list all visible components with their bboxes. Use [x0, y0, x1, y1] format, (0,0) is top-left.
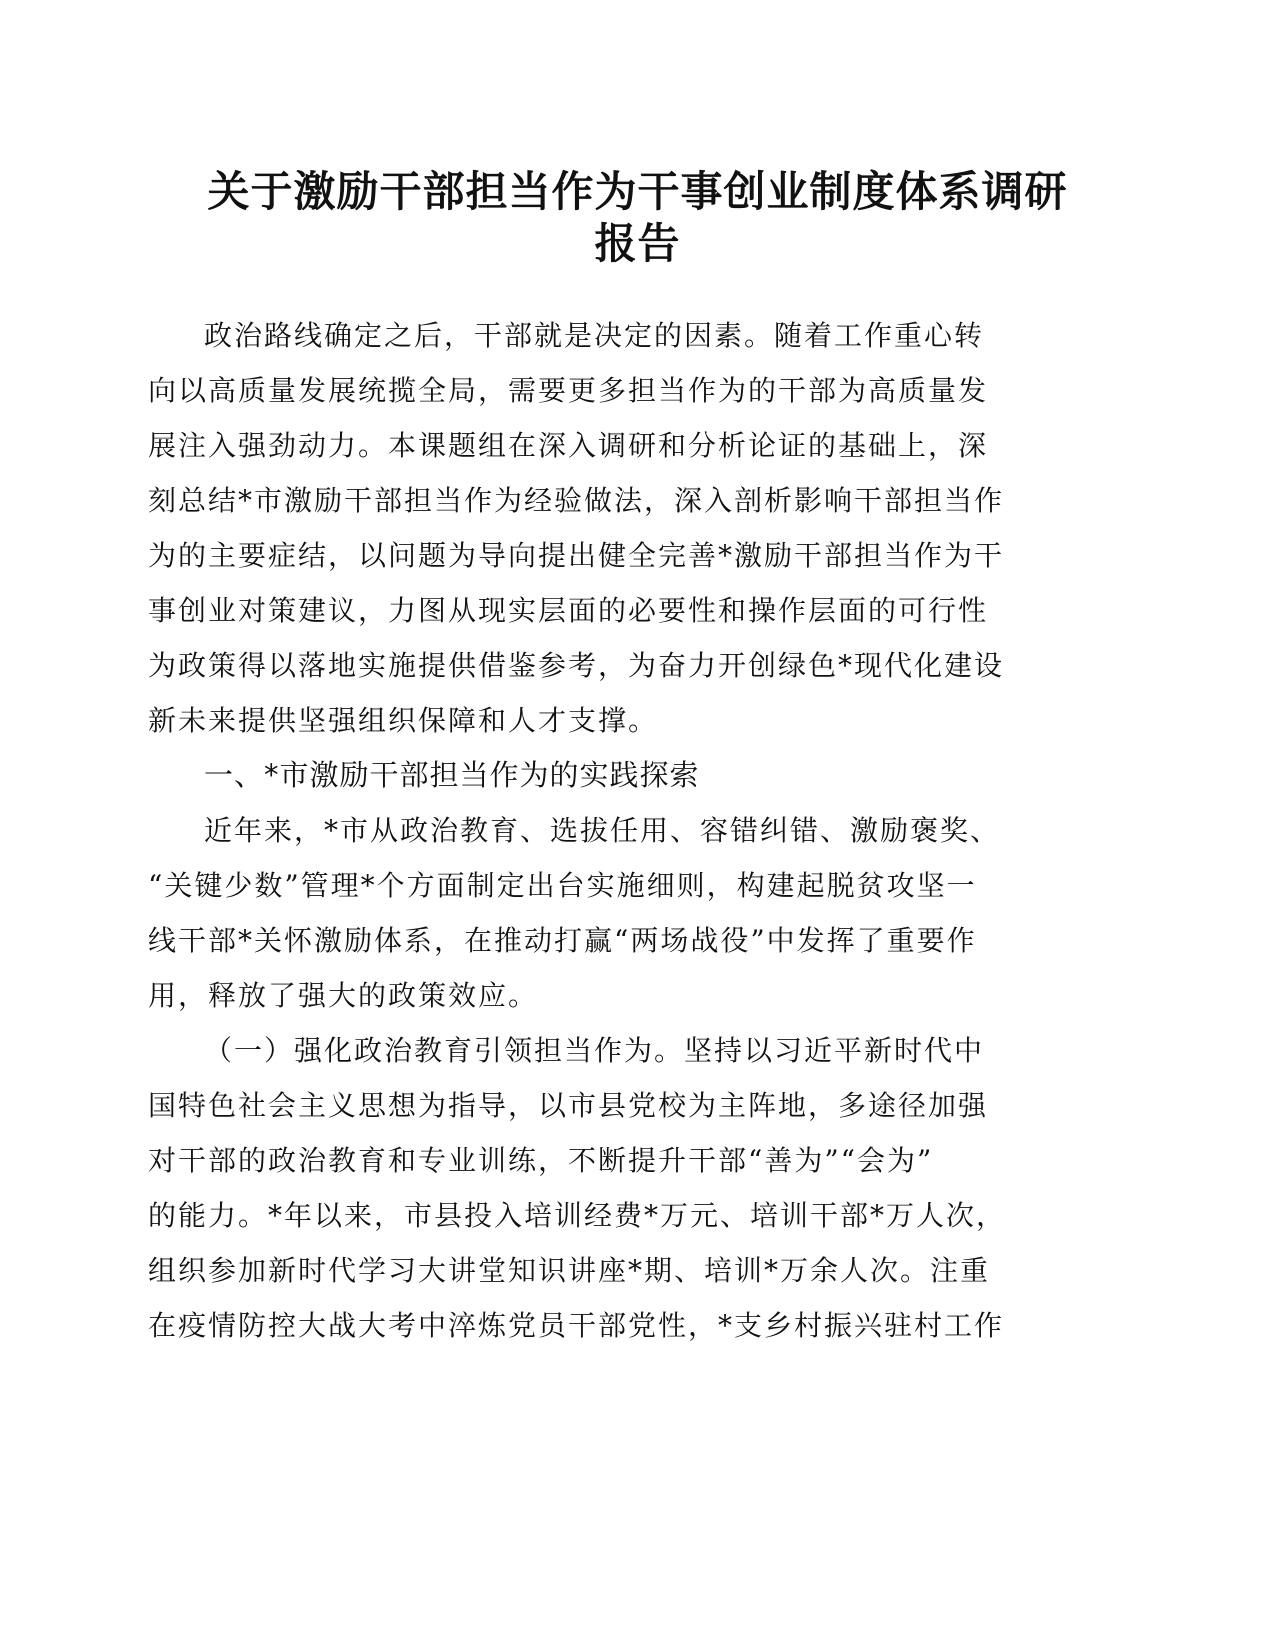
text-line: 新未来提供坚强组织保障和人才支撑。 — [148, 704, 659, 737]
text-line: 向以高质量发展统揽全局，需要更多担当作为的干部为高质量发 — [148, 374, 989, 407]
text-line: 为的主要症结，以问题为导向提出健全完善*激励干部担当作为干 — [148, 539, 1005, 572]
text-line: 用，释放了强大的政策效应。 — [148, 979, 539, 1012]
subsection1-paragraph — [148, 1023, 1048, 1353]
text-line: 在疫情防控大战大考中淬炼党员干部党性，*支乡村振兴驻村工作 — [148, 1309, 1005, 1342]
text-line: 的能力。*年以来，市县投入培训经费*万元、培训干部*万人次， — [148, 1199, 1007, 1232]
document-title — [140, 166, 1135, 270]
title-line-2: 报告 — [594, 219, 681, 268]
section1-paragraph — [148, 803, 1048, 1023]
text-line: （一）强化政治教育引领担当作为。坚持以习近平新时代中 — [204, 1034, 985, 1067]
title-line-1: 关于激励干部担当作为干事创业制度体系调研 — [207, 167, 1068, 216]
text-line: 国特色社会主义思想为指导，以市县党校为主阵地，多途径加强 — [148, 1089, 989, 1122]
text-line: 事创业对策建议，力图从现实层面的必要性和操作层面的可行性 — [148, 594, 989, 627]
text-line: 政治路线确定之后，干部就是决定的因素。随着工作重心转 — [204, 319, 985, 352]
text-line: 对干部的政治教育和专业训练，不断提升干部“善为”“会为” — [148, 1144, 934, 1177]
text-line: 为政策得以落地实施提供借鉴参考，为奋力开创绿色*现代化建设 — [148, 649, 1005, 682]
text-line: 近年来，*市从政治教育、选拔任用、容错纠错、激励褒奖、 — [204, 814, 1001, 847]
text-line: 组织参加新时代学习大讲堂知识讲座*期、培训*万余人次。注重 — [148, 1254, 991, 1287]
text-line: “关键少数”管理*个方面制定出台实施细则，构建起脱贫攻坚一 — [148, 869, 977, 902]
intro-paragraph — [148, 308, 1048, 748]
text-line: 线干部*关怀激励体系，在推动打赢“两场战役”中发挥了重要作 — [148, 924, 977, 957]
text-line: 展注入强劲动力。本课题组在深入调研和分析论证的基础上，深 — [148, 429, 989, 462]
text-line: 刻总结*市激励干部担当作为经验做法，深入剖析影响干部担当作 — [148, 484, 1005, 517]
section-heading: 一、*市激励干部担当作为的实践探索 — [204, 758, 700, 792]
